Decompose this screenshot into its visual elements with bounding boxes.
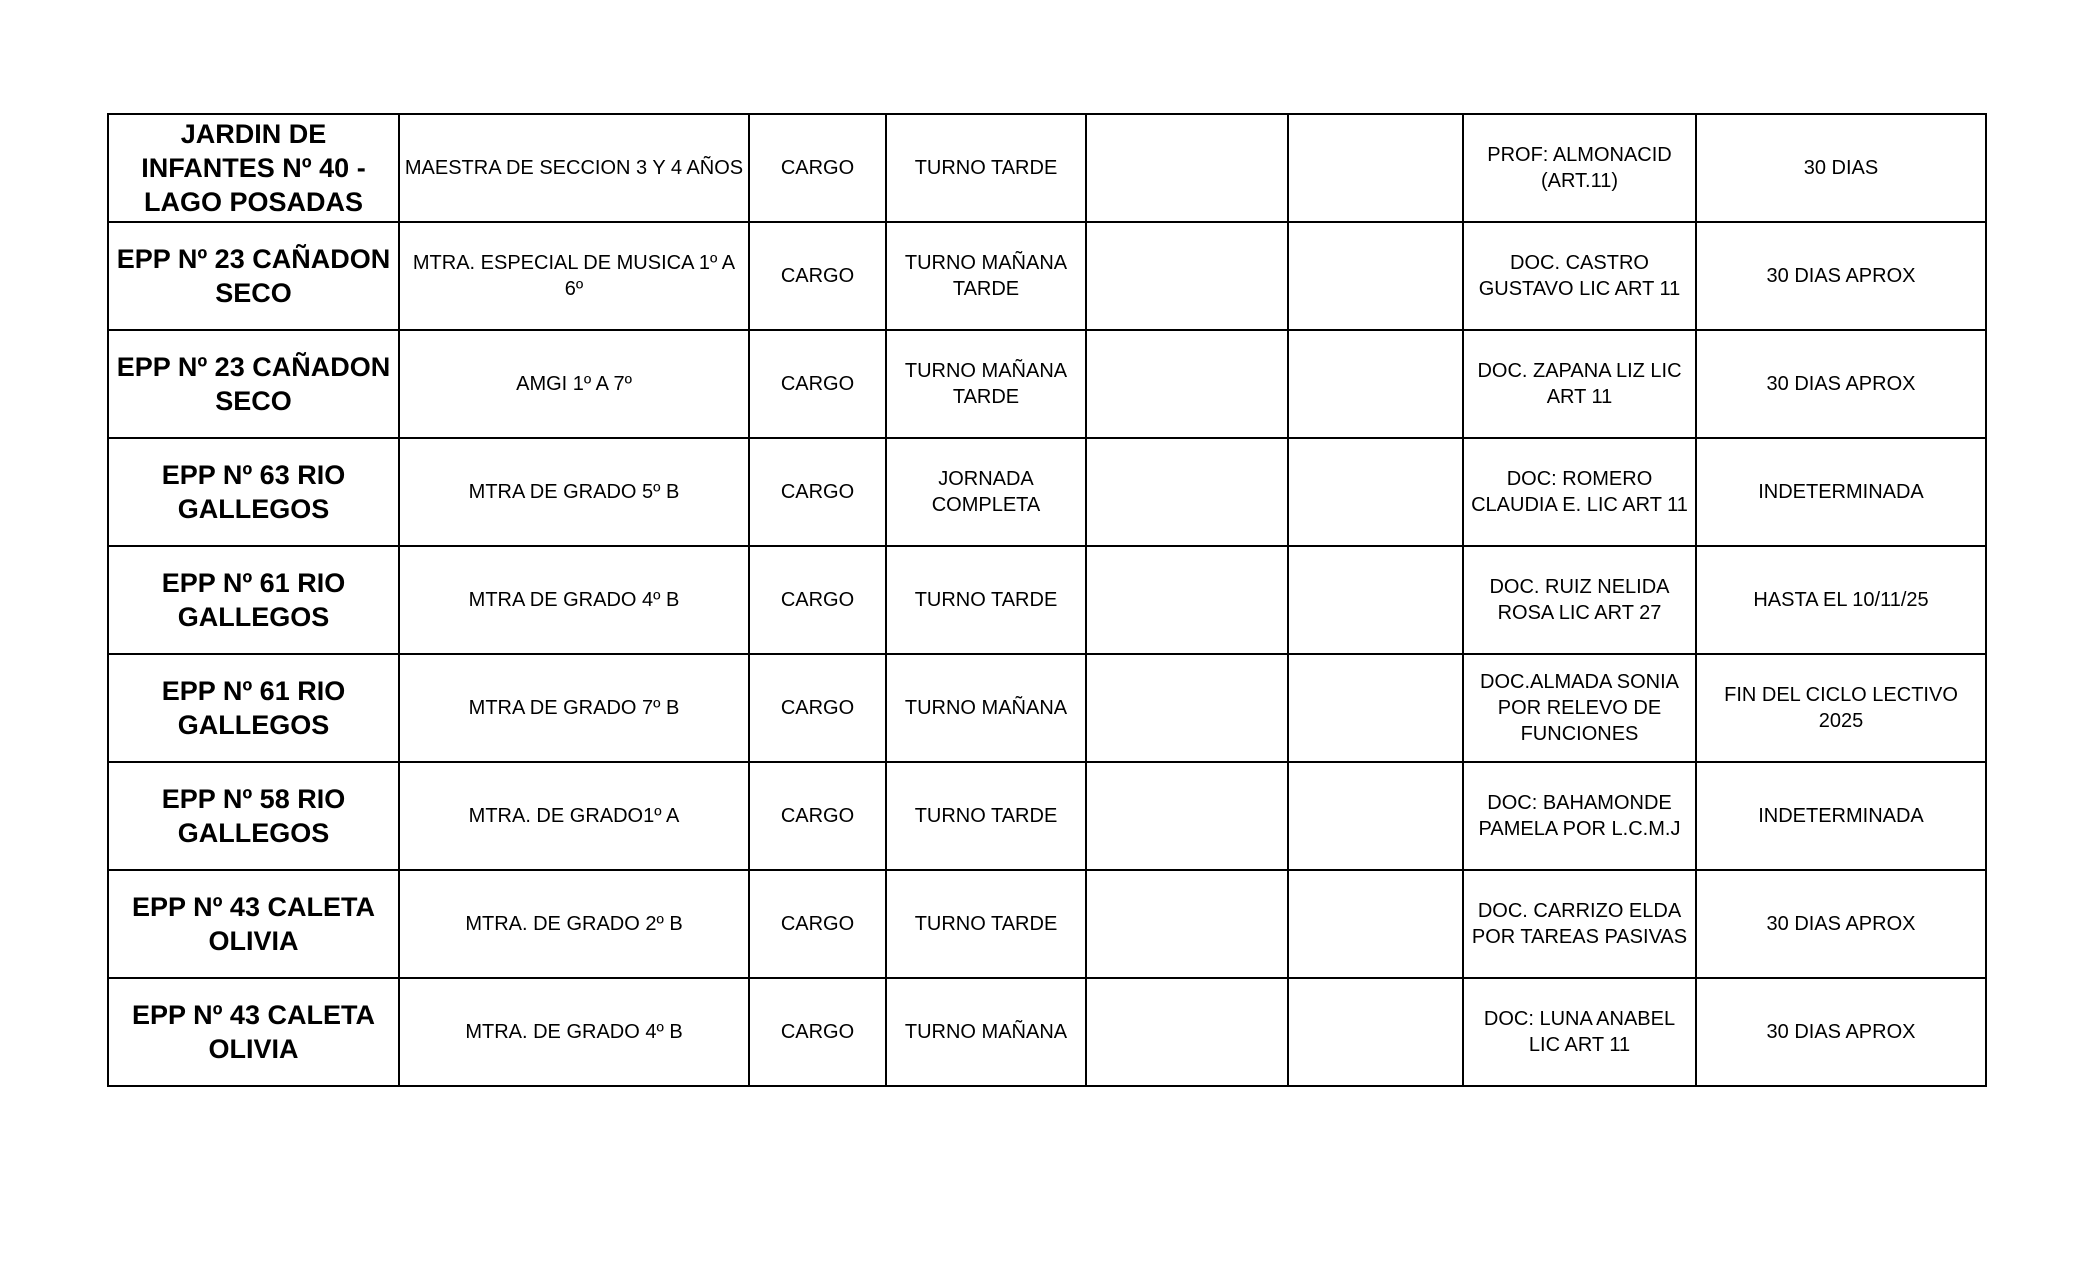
empty-cell (1086, 978, 1288, 1086)
type-cell: CARGO (749, 546, 886, 654)
empty-cell (1086, 438, 1288, 546)
position-cell: MTRA. DE GRADO 2º B (399, 870, 749, 978)
replaces-cell: DOC. CASTRO GUSTAVO LIC ART 11 (1463, 222, 1696, 330)
empty-cell (1288, 546, 1463, 654)
table-row (108, 546, 1986, 654)
position-cell: MTRA. DE GRADO 4º B (399, 978, 749, 1086)
empty-cell (1086, 546, 1288, 654)
shift-cell: TURNO TARDE (886, 870, 1086, 978)
type-cell: CARGO (749, 870, 886, 978)
school-cell: EPP Nº 43 CALETA OLIVIA (108, 870, 399, 978)
shift-cell: TURNO MAÑANA (886, 978, 1086, 1086)
position-cell: MAESTRA DE SECCION 3 Y 4 AÑOS (399, 114, 749, 222)
school-cell: EPP Nº 63 RIO GALLEGOS (108, 438, 399, 546)
duration-cell: 30 DIAS APROX (1696, 222, 1986, 330)
replaces-cell: DOC.ALMADA SONIA POR RELEVO DE FUNCIONES (1463, 654, 1696, 762)
duration-cell: 30 DIAS APROX (1696, 870, 1986, 978)
type-cell: CARGO (749, 978, 886, 1086)
empty-cell (1086, 330, 1288, 438)
duration-cell: FIN DEL CICLO LECTIVO 2025 (1696, 654, 1986, 762)
table-body (108, 114, 1986, 1086)
school-cell: EPP Nº 61 RIO GALLEGOS (108, 654, 399, 762)
type-cell: CARGO (749, 762, 886, 870)
position-cell: MTRA. DE GRADO1º A (399, 762, 749, 870)
type-cell: CARGO (749, 222, 886, 330)
duration-cell: 30 DIAS APROX (1696, 978, 1986, 1086)
empty-cell (1288, 330, 1463, 438)
empty-cell (1086, 654, 1288, 762)
empty-cell (1288, 654, 1463, 762)
table-row (108, 222, 1986, 330)
replaces-cell: DOC: ROMERO CLAUDIA E. LIC ART 11 (1463, 438, 1696, 546)
empty-cell (1086, 222, 1288, 330)
table-row (108, 978, 1986, 1086)
replaces-cell: DOC. ZAPANA LIZ LIC ART 11 (1463, 330, 1696, 438)
school-cell: EPP Nº 61 RIO GALLEGOS (108, 546, 399, 654)
empty-cell (1086, 762, 1288, 870)
empty-cell (1288, 438, 1463, 546)
type-cell: CARGO (749, 654, 886, 762)
table-row (108, 114, 1986, 222)
school-cell: EPP Nº 23 CAÑADON SECO (108, 222, 399, 330)
duration-cell: 30 DIAS (1696, 114, 1986, 222)
shift-cell: TURNO TARDE (886, 114, 1086, 222)
shift-cell: TURNO MAÑANA (886, 654, 1086, 762)
replaces-cell: DOC: BAHAMONDE PAMELA POR L.C.M.J (1463, 762, 1696, 870)
position-cell: MTRA. ESPECIAL DE MUSICA 1º A 6º (399, 222, 749, 330)
empty-cell (1288, 870, 1463, 978)
replaces-cell: DOC: LUNA ANABEL LIC ART 11 (1463, 978, 1696, 1086)
duration-cell: INDETERMINADA (1696, 438, 1986, 546)
shift-cell: TURNO TARDE (886, 546, 1086, 654)
table-row (108, 762, 1986, 870)
empty-cell (1288, 978, 1463, 1086)
position-cell: MTRA DE GRADO 5º B (399, 438, 749, 546)
empty-cell (1288, 114, 1463, 222)
empty-cell (1288, 762, 1463, 870)
replaces-cell: PROF: ALMONACID (ART.11) (1463, 114, 1696, 222)
shift-cell: TURNO TARDE (886, 762, 1086, 870)
table-row (108, 330, 1986, 438)
table-row (108, 438, 1986, 546)
school-cell: JARDIN DE INFANTES Nº 40 - LAGO POSADAS (108, 114, 399, 222)
table-row (108, 870, 1986, 978)
empty-cell (1086, 114, 1288, 222)
duration-cell: 30 DIAS APROX (1696, 330, 1986, 438)
type-cell: CARGO (749, 330, 886, 438)
school-cell: EPP Nº 43 CALETA OLIVIA (108, 978, 399, 1086)
vacancies-table (107, 113, 1987, 1087)
type-cell: CARGO (749, 114, 886, 222)
duration-cell: INDETERMINADA (1696, 762, 1986, 870)
table-row (108, 654, 1986, 762)
position-cell: AMGI 1º A 7º (399, 330, 749, 438)
position-cell: MTRA DE GRADO 4º B (399, 546, 749, 654)
empty-cell (1086, 870, 1288, 978)
position-cell: MTRA DE GRADO 7º B (399, 654, 749, 762)
school-cell: EPP Nº 58 RIO GALLEGOS (108, 762, 399, 870)
duration-cell: HASTA EL 10/11/25 (1696, 546, 1986, 654)
shift-cell: TURNO MAÑANA TARDE (886, 330, 1086, 438)
empty-cell (1288, 222, 1463, 330)
replaces-cell: DOC. CARRIZO ELDA POR TAREAS PASIVAS (1463, 870, 1696, 978)
replaces-cell: DOC. RUIZ NELIDA ROSA LIC ART 27 (1463, 546, 1696, 654)
school-cell: EPP Nº 23 CAÑADON SECO (108, 330, 399, 438)
shift-cell: JORNADA COMPLETA (886, 438, 1086, 546)
type-cell: CARGO (749, 438, 886, 546)
shift-cell: TURNO MAÑANA TARDE (886, 222, 1086, 330)
